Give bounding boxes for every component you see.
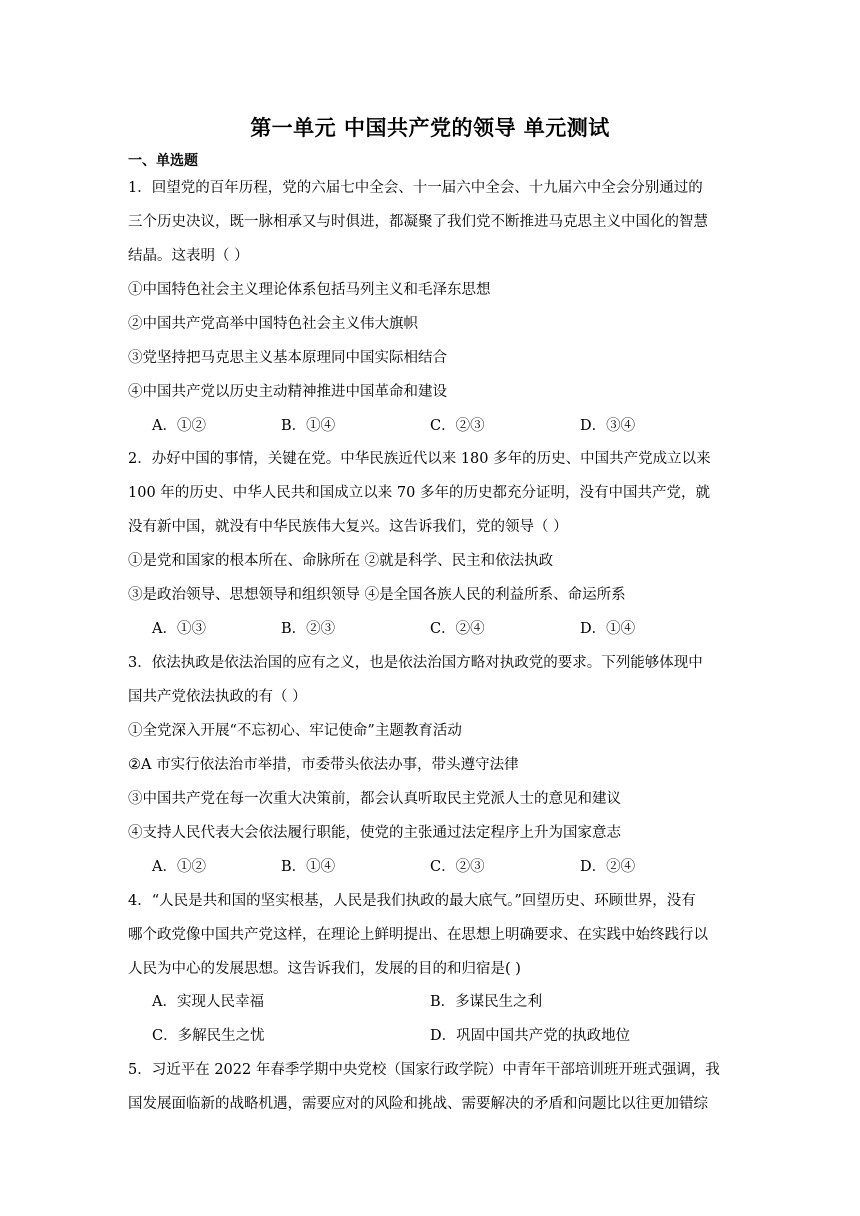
q1-option-c[interactable]: C．②③ (430, 418, 485, 434)
q2-option-b[interactable]: B．②③ (281, 621, 336, 637)
q3-stem-line: 国共产党依法执政的有（ ） (128, 689, 307, 705)
q3-stem-line: 3．依法执政是依法治国的应有之义，也是依法治国方略对执政党的要求。下列能够体现中 (128, 655, 703, 671)
q4-stem-line: 人民为中心的发展思想。这告诉我们，发展的目的和归宿是( ) (128, 961, 521, 977)
q1-item: ④中国共产党以历史主动精神推进中国革命和建设 (128, 384, 447, 400)
q2-option-a[interactable]: A．①③ (152, 621, 206, 637)
q2-stem-line: 没有新中国，就没有中华民族伟大复兴。这告诉我们，党的领导（ ） (128, 519, 568, 535)
q3-option-d[interactable]: D．②④ (580, 859, 636, 875)
q5-stem-line: 国发展面临新的战略机遇，需要应对的风险和挑战、需要解决的矛盾和问题比以往更加错综 (128, 1096, 708, 1112)
section-heading: 一、单选题 (128, 153, 198, 169)
q2-item: ①是党和国家的根本所在、命脉所在 ②就是科学、民主和依法执政 (128, 553, 554, 569)
q4-stem-line: 哪个政党像中国共产党这样，在理论上鲜明提出、在思想上明确要求、在实践中始终践行以 (128, 927, 708, 943)
q3-item: ①全党深入开展“不忘初心、牢记使命”主题教育活动 (128, 723, 462, 739)
q4-option-a[interactable]: A．实现人民幸福 (152, 994, 264, 1010)
q1-item: ②中国共产党高举中国特色社会主义伟大旗帜 (128, 316, 418, 332)
q2-option-d[interactable]: D．①④ (580, 621, 636, 637)
q1-item: ③党坚持把马克思主义基本原理同中国实际相结合 (128, 350, 447, 366)
q4-option-d[interactable]: D．巩固中国共产党的执政地位 (430, 1028, 631, 1044)
q1-stem-line: 三个历史决议，既一脉相承又与时俱进，都凝聚了我们党不断推进马克思主义中国化的智慧 (128, 214, 708, 230)
q1-item: ①中国特色社会主义理论体系包括马列主义和毛泽东思想 (128, 282, 491, 298)
q1-stem-line: 1．回望党的百年历程，党的六届七中全会、十一届六中全会、十九届六中全会分别通过的 (128, 180, 703, 196)
q2-item: ③是政治领导、思想领导和组织领导 ④是全国各族人民的利益所系、命运所系 (128, 587, 626, 603)
q1-option-d[interactable]: D．③④ (580, 418, 636, 434)
q2-option-c[interactable]: C．②④ (430, 621, 485, 637)
q1-option-a[interactable]: A．①② (152, 418, 206, 434)
q1-stem-line: 结晶。这表明（ ） (128, 248, 249, 264)
q4-stem-line: 4．“人民是共和国的坚实根基，人民是我们执政的最大底气。”回望历史、环顾世界，没有 (128, 893, 696, 909)
q2-stem-line: 2．办好中国的事情，关键在党。中华民族近代以来 180 多年的历史、中国共产党成立以来 (128, 451, 711, 467)
q4-option-c[interactable]: C．多解民生之忧 (152, 1028, 265, 1044)
q3-option-b[interactable]: B．①④ (281, 859, 336, 875)
q1-option-b[interactable]: B．①④ (281, 418, 336, 434)
q3-option-c[interactable]: C．②③ (430, 859, 485, 875)
q3-option-a[interactable]: A．①② (152, 859, 206, 875)
q2-stem-line: 100 年的历史、中华人民共和国成立以来 70 多年的历史都充分证明，没有中国共产党，就 (128, 485, 710, 501)
q4-option-b[interactable]: B．多谋民生之利 (430, 994, 543, 1010)
q3-item: ③中国共产党在每一次重大决策前，都会认真听取民主党派人士的意见和建议 (128, 791, 621, 807)
q3-item: ②A 市实行依法治市举措，市委带头依法办事，带头遵守法律 (128, 757, 519, 773)
q3-item: ④支持人民代表大会依法履行职能，使党的主张通过法定程序上升为国家意志 (128, 825, 621, 841)
page-title: 第一单元 中国共产党的领导 单元测试 (250, 116, 610, 140)
q5-stem-line: 5．习近平在 2022 年春季学期中央党校（国家行政学院）中青年干部培训班开班式强调，我 (128, 1062, 720, 1078)
